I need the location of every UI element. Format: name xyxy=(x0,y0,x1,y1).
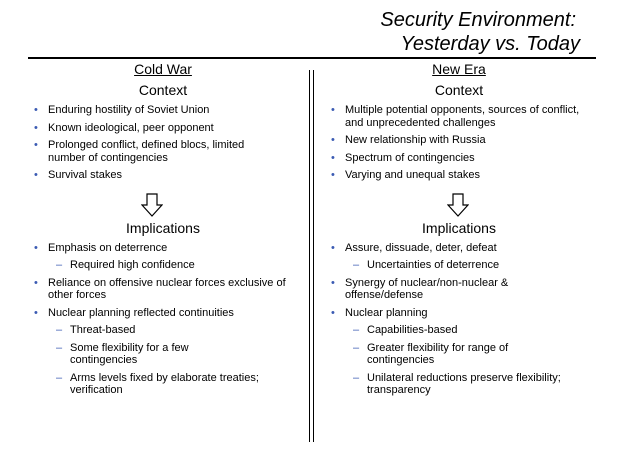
list-item: • Reliance on offensive nuclear forces exclusive of other forces xyxy=(32,277,288,302)
cold-war-context-list xyxy=(32,104,294,182)
list-item: • Spectrum of contingencies xyxy=(329,152,589,165)
list-item: • Nuclear planning reflected continuities xyxy=(32,307,294,320)
list-item: • Multiple potential opponents, sources of conflict, and unprecedented challenges xyxy=(329,104,585,129)
title-divider xyxy=(28,57,596,59)
list-item: – Unilateral reductions preserve flexibility; transparency xyxy=(329,372,577,397)
cold-war-heading: Cold War xyxy=(134,61,192,77)
list-item: • Assure, dissuade, deter, defeat xyxy=(329,242,589,255)
list-item: • Nuclear planning xyxy=(329,307,589,320)
list-item: – Arms levels fixed by elaborate treaties; verification xyxy=(32,372,260,397)
title-line-2: Yesterday vs. Today xyxy=(400,33,580,55)
slide-title xyxy=(380,8,580,56)
down-arrow-icon xyxy=(141,193,163,217)
list-item: • Emphasis on deterrence xyxy=(32,242,294,255)
list-item: • Survival stakes xyxy=(32,169,294,182)
list-item: • Prolonged conflict, defined blocs, limited number of contingencies xyxy=(32,139,280,164)
new-era-implications-heading: Implications xyxy=(422,219,496,236)
list-item: • Known ideological, peer opponent xyxy=(32,122,294,135)
new-era-context-list xyxy=(329,104,589,182)
list-item: • Varying and unequal stakes xyxy=(329,169,589,182)
list-item: – Some flexibility for a few contingencies xyxy=(32,342,240,367)
column-divider xyxy=(309,70,314,442)
list-item: • Enduring hostility of Soviet Union xyxy=(32,104,294,117)
title-line-1: Security Environment: xyxy=(380,9,576,31)
new-era-heading: New Era xyxy=(432,61,486,77)
new-era-column xyxy=(329,61,589,397)
down-arrow-icon xyxy=(447,193,469,217)
list-item: – Capabilities-based xyxy=(329,324,589,337)
cold-war-column xyxy=(32,61,294,397)
list-item: • New relationship with Russia xyxy=(329,134,589,147)
list-item: – Greater flexibility for range of contingencies xyxy=(329,342,572,367)
cold-war-implications-heading: Implications xyxy=(126,219,200,236)
new-era-context-heading: Context xyxy=(434,82,484,98)
cold-war-implications-list xyxy=(32,242,294,397)
list-item: – Threat-based xyxy=(32,324,294,337)
list-item: – Uncertainties of deterrence xyxy=(329,259,589,272)
new-era-implications-list xyxy=(329,242,589,397)
list-item: – Required high confidence xyxy=(32,259,294,272)
list-item: • Synergy of nuclear/non-nuclear & offense/defense xyxy=(329,277,570,302)
cold-war-context-heading: Context xyxy=(138,82,188,98)
